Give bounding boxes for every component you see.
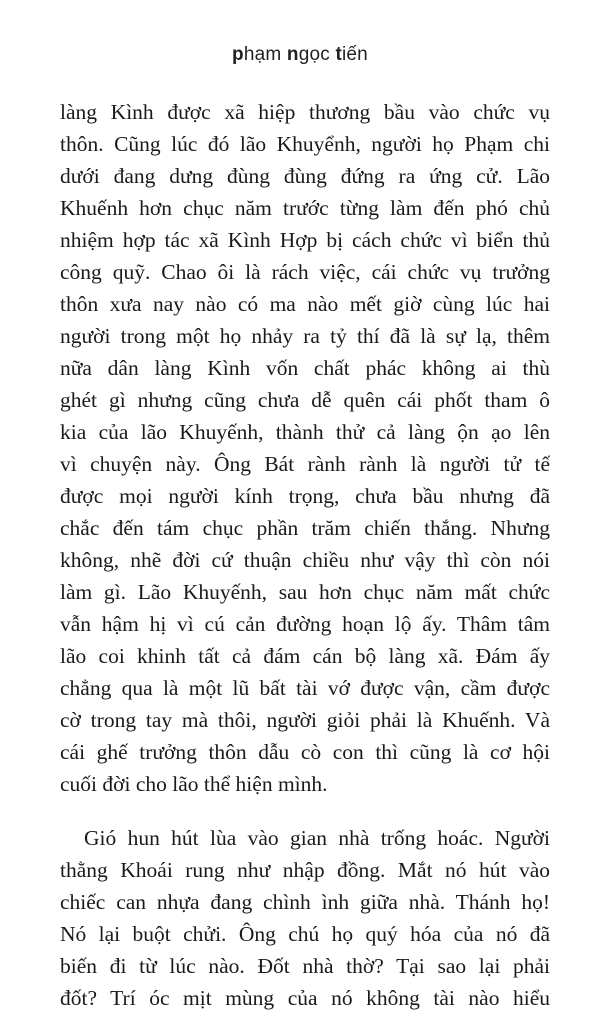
text-line: công quỹ. Chao ôi là rách việc, cái chức vụ trưởng	[60, 260, 550, 284]
text-line: không, nhẽ đời cứ thuận chiều như vậy thì còn nói	[60, 548, 550, 572]
text-line: cái ghế trưởng thôn dẫu cò con thì cũng là cơ hội	[60, 740, 550, 764]
text-line: thằng Khoái rung như nhập đồng. Mắt nó hút vào	[60, 858, 550, 882]
paragraph-2	[60, 822, 550, 1014]
body-text	[60, 96, 550, 1014]
text-line: chẳng qua là một lũ bất tài vớ được vận, cầm được	[60, 676, 550, 700]
text-line: ghét gì nhưng cũng chưa dễ quên cái phốt tham ô	[60, 388, 550, 412]
text-line: chắc đến tám chục phần trăm chiến thắng. Nhưng	[60, 516, 550, 540]
text-line: chiếc can nhựa đang chình ình giữa nhà. Thánh họ!	[60, 890, 550, 914]
text-line: đốt? Trí óc mịt mùng của nó không tài nào hiểu	[60, 986, 550, 1010]
text-line: nhiệm hợp tác xã Kình Hợp bị cách chức vì biển thủ	[60, 228, 550, 252]
text-line: vẫn hậm hị vì cú cản đường hoạn lộ ấy. Thâm tâm	[60, 612, 550, 636]
header-rest-3: iến	[341, 44, 368, 65]
text-line: làm gì. Lão Khuyếnh, sau hơn chục năm mất chức	[60, 580, 550, 604]
header-initial-2: n	[286, 44, 299, 65]
text-line: được mọi người kính trọng, chưa bầu nhưng đã	[60, 484, 550, 508]
text-line: cờ trong tay mà thôi, người giỏi phải là Khuếnh. Và	[60, 708, 550, 732]
paragraph-1	[60, 96, 550, 800]
text-line: Khuếnh hơn chục năm trước từng làm đến phó chủ	[60, 196, 550, 220]
text-line: vì chuyện này. Ông Bát rành rành là người tử tế	[60, 452, 550, 476]
text-line: thôn. Cũng lúc đó lão Khuyểnh, người họ Phạm chi	[60, 132, 550, 156]
text-line: nữa dân làng Kình vốn chất phác không ai thù	[60, 356, 550, 380]
paragraph-spacer	[60, 800, 550, 822]
header-initial-3: t	[335, 44, 342, 65]
header-rest-1: hạm	[243, 44, 287, 65]
text-line: Nó lại buột chửi. Ông chú họ quý hóa của nó đã	[60, 922, 550, 946]
text-line: người trong một họ nhảy ra tỷ thí đã là sự lạ, thêm	[60, 324, 550, 348]
text-line: biến đi từ lúc nào. Đốt nhà thờ? Tại sao lại phải	[60, 954, 550, 978]
header-rest-2: gọc	[298, 44, 336, 65]
text-line: làng Kình được xã hiệp thương bầu vào chức vụ	[60, 100, 550, 124]
text-line: thôn xưa nay nào có ma nào mết giờ cùng lúc hai	[60, 292, 550, 316]
text-line: lão coi khinh tất cả đám cán bộ làng xã. Đám ấy	[60, 644, 550, 668]
text-line: dưới đang dưng đùng đùng đứng ra ứng cử. Lão	[60, 164, 550, 188]
text-line: cuối đời cho lão thể hiện mình.	[60, 772, 328, 796]
text-line: kia của lão Khuyếnh, thành thử cả làng ộn ạo lên	[60, 420, 550, 444]
header-initial-1: p	[232, 44, 244, 65]
running-header-author	[0, 44, 600, 66]
text-line: Gió hun hút lùa vào gian nhà trống hoác. Người	[84, 826, 550, 850]
